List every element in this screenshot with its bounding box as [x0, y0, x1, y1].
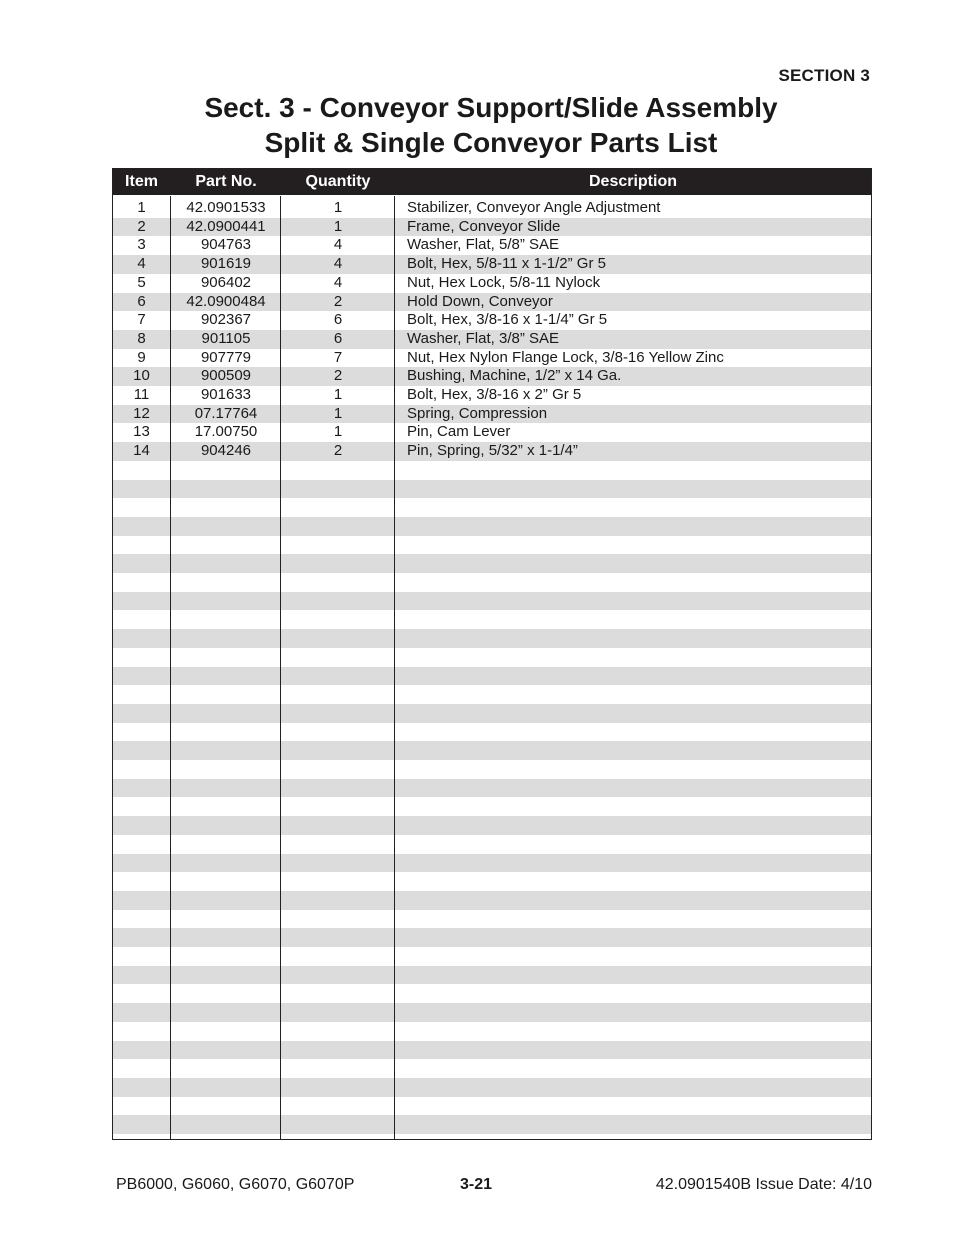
quantity-cell: 4: [333, 236, 343, 254]
quantity-cell: 1: [333, 217, 343, 235]
parts-table: [112, 168, 872, 1140]
description-cell: Stabilizer, Conveyor Angle Adjustment: [407, 199, 661, 216]
row-stripe: [113, 816, 871, 835]
column-divider: [394, 196, 395, 1139]
description-cell: Bolt, Hex, 3/8-16 x 2” Gr 5: [407, 386, 582, 403]
item-cell: 3: [137, 236, 146, 254]
row-stripe: [113, 928, 871, 947]
part-no-cell: 901619: [200, 255, 252, 273]
description-cell: Hold Down, Conveyor: [407, 292, 553, 310]
header-part-no: Part No.: [195, 173, 257, 190]
page-title-line-2: Split & Single Conveyor Parts List: [264, 127, 718, 158]
row-stripe: [113, 480, 871, 499]
footer-models: PB6000, G6060, G6070, G6070P: [116, 1176, 355, 1193]
table-row: [113, 349, 871, 368]
column-divider: [170, 196, 171, 1139]
row-stripe: [113, 517, 871, 536]
row-stripe: [113, 1041, 871, 1060]
table-body: [113, 196, 871, 1139]
row-stripe: [113, 704, 871, 723]
item-cell: 2: [137, 217, 146, 235]
quantity-cell: 7: [333, 348, 343, 366]
table-header: [113, 169, 871, 195]
quantity-cell: 1: [333, 404, 343, 422]
quantity-cell: 4: [333, 255, 343, 273]
item-cell: 6: [137, 292, 146, 310]
description-cell: Frame, Conveyor Slide: [407, 217, 561, 235]
row-stripe: [113, 854, 871, 873]
table-row: [113, 255, 871, 274]
row-stripe: [113, 1078, 871, 1097]
table-row: [113, 423, 871, 442]
table-row: [113, 218, 871, 237]
description-cell: Washer, Flat, 3/8” SAE: [407, 329, 559, 347]
part-no-cell: 17.00750: [194, 423, 258, 441]
part-no-cell: 901105: [201, 329, 251, 347]
quantity-cell: 1: [333, 199, 343, 216]
description-cell: Bolt, Hex, 3/8-16 x 1-1/4” Gr 5: [407, 311, 608, 329]
row-stripe: [113, 592, 871, 611]
row-stripe: [113, 554, 871, 573]
row-stripe: [113, 741, 871, 760]
description-cell: Bushing, Machine, 1/2” x 14 Ga.: [407, 367, 622, 385]
item-cell: 11: [133, 386, 150, 403]
part-no-cell: 900509: [200, 367, 252, 385]
item-cell: 5: [137, 273, 146, 291]
description-cell: Nut, Hex Nylon Flange Lock, 3/8-16 Yellow Zinc: [407, 348, 724, 366]
item-cell: 10: [133, 367, 150, 385]
item-cell: 14: [133, 442, 150, 460]
item-cell: 9: [137, 348, 146, 366]
description-cell: Spring, Compression: [407, 404, 548, 422]
description-cell: Nut, Hex Lock, 5/8-11 Nylock: [407, 273, 601, 291]
footer-page-number: 3-21: [460, 1176, 493, 1193]
section-label: SECTION 3: [778, 66, 870, 85]
part-no-cell: 07.17764: [194, 404, 258, 422]
part-no-cell: 904246: [200, 442, 252, 460]
item-cell: 13: [133, 423, 150, 441]
quantity-cell: 6: [333, 329, 343, 347]
part-no-cell: 902367: [200, 311, 252, 329]
row-stripe: [113, 667, 871, 686]
part-no-cell: 42.0901533: [186, 199, 266, 216]
item-cell: 7: [137, 311, 146, 329]
quantity-cell: 4: [333, 273, 343, 291]
description-cell: Washer, Flat, 5/8” SAE: [407, 236, 559, 254]
item-cell: 8: [137, 329, 146, 347]
table-row: [113, 330, 871, 349]
part-no-cell: 906402: [200, 273, 252, 291]
table-row: [113, 405, 871, 424]
table-row: [113, 293, 871, 312]
quantity-cell: 2: [333, 442, 343, 460]
quantity-cell: 2: [333, 292, 343, 310]
row-stripe: [113, 779, 871, 798]
quantity-cell: 2: [333, 367, 343, 385]
page-title-line-1: Sect. 3 - Conveyor Support/Slide Assembly: [204, 92, 778, 123]
column-divider: [280, 196, 281, 1139]
part-no-cell: 907779: [200, 348, 252, 366]
table-row: [113, 386, 871, 405]
row-stripe: [113, 891, 871, 910]
header-quantity: Quantity: [305, 173, 371, 190]
table-row: [113, 442, 871, 461]
part-no-cell: 901633: [200, 386, 252, 403]
row-stripe: [113, 1003, 871, 1022]
row-stripe: [113, 966, 871, 985]
table-row: [113, 199, 871, 218]
description-cell: Pin, Cam Lever: [407, 423, 511, 441]
row-stripe: [113, 1115, 871, 1134]
description-cell: Bolt, Hex, 5/8-11 x 1-1/2” Gr 5: [407, 255, 606, 273]
quantity-cell: 1: [333, 423, 343, 441]
header-description: Description: [588, 173, 677, 190]
part-no-cell: 904763: [200, 236, 252, 254]
table-row: [113, 236, 871, 255]
row-stripe: [113, 629, 871, 648]
footer-doc-number: 42.0901540B Issue Date: 4/10: [655, 1176, 872, 1193]
table-row: [113, 311, 871, 330]
part-no-cell: 42.0900441: [186, 217, 266, 235]
description-cell: Pin, Spring, 5/32” x 1-1/4”: [407, 442, 578, 460]
table-row: [113, 367, 871, 386]
item-cell: 12: [133, 404, 150, 422]
item-cell: 4: [137, 255, 146, 273]
header-item: Item: [125, 173, 158, 190]
quantity-cell: 6: [333, 311, 343, 329]
item-cell: 1: [137, 199, 146, 216]
quantity-cell: 1: [333, 386, 343, 403]
part-no-cell: 42.0900484: [186, 292, 266, 310]
table-row: [113, 274, 871, 293]
